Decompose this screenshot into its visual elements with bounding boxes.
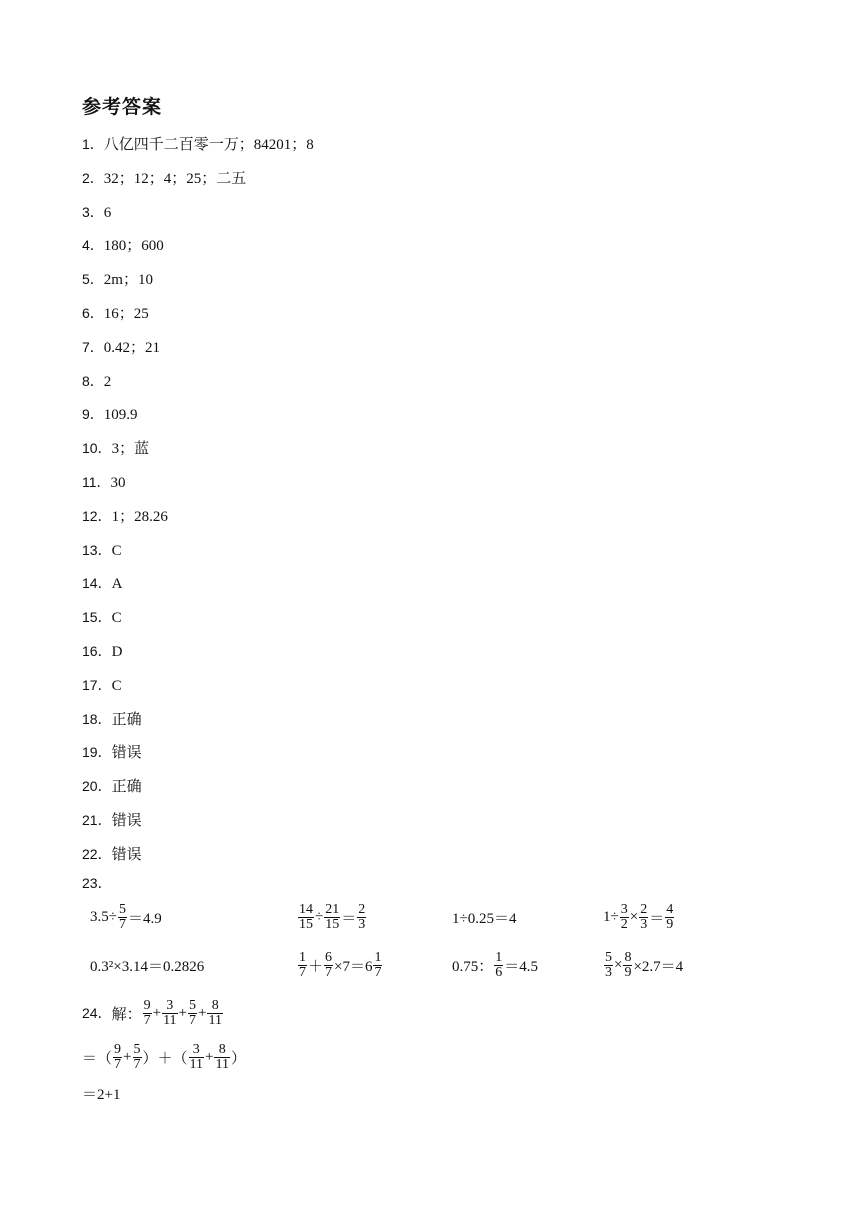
fraction: $\frac{4}{9}$ [666,901,674,932]
calc-fraction-product: $\frac{5}{3}$ × $\frac{8}{9}$ ×2.7＝4 [605,949,684,980]
answer-line [82,166,246,190]
answer-number: 15． [82,609,112,626]
answer-line [82,808,142,832]
fraction: $\frac{1}{6}$ [495,949,503,980]
fraction: $\frac{1}{7}$ [299,949,306,980]
answer-number: 5． [82,271,104,288]
fraction: $\frac{5}{7}$ [118,901,126,932]
answer-line [82,605,122,629]
calc-1-div-fraction: 1÷ $\frac{3}{2}$ × $\frac{2}{3}$ ＝ $\frac{4}{9}$ [603,901,674,932]
calc-fraction-div: $\frac{14}{15}$ ÷ $\frac{21}{15}$ ＝ $\frac{2}{3}$ [299,901,366,932]
answer-line [82,132,314,156]
answer-text: D [111,644,123,660]
answer-text: 八亿四千二百零一万；84201；8 [103,137,314,153]
answer-24-line-1: 24． 解： $\frac{9}{7}$ + $\frac{3}{11}$ + $\frac{5}{7}$ + $\frac{8}{11}$ [82,997,222,1028]
fraction: $\frac{2}{3}$ [640,901,648,932]
answer-line [82,200,111,224]
answer-number: 10． [82,440,112,457]
answer-line [82,301,149,325]
answer-number: 3． [82,203,104,220]
calc-ratio: 0.75： $\frac{1}{6}$ ＝4.5 [452,949,539,980]
answer-line [82,504,168,528]
fraction: $\frac{3}{11}$ [163,997,177,1028]
answer-line [82,369,111,393]
answer-text: 错误 [111,745,142,762]
answer-text: 2 [103,373,112,390]
fraction: $\frac{2}{3}$ [358,901,366,932]
answer-text: A [111,576,123,593]
answer-line [82,673,122,697]
fraction: $\frac{8}{11}$ [208,997,222,1028]
answer-number: 1． [82,136,104,152]
answer-text: 2m；10 [103,272,153,289]
answer-line [82,571,122,595]
calc-1-div-025: 1÷0.25＝4 [452,910,517,927]
fraction: $\frac{1}{7}$ [374,949,382,980]
answer-text: 180；600 [103,238,164,255]
answer-line [82,335,160,359]
answer-text: 0.42；21 [103,339,161,356]
answer-23-number: 23． [82,875,112,891]
answer-24-line-3: ＝2+1 [82,1087,121,1103]
answer-line [82,538,122,562]
answer-text: 3；蓝 [111,441,150,458]
answer-text: C [111,677,122,694]
answer-number: 18． [82,710,112,727]
answer-line [82,402,138,426]
answer-line [82,842,142,866]
answer-number: 21． [82,812,112,828]
answer-number: 6． [82,305,104,321]
answer-text: 错误 [111,846,142,863]
fraction: $\frac{5}{7}$ [133,1041,141,1072]
answer-number: 4． [82,237,104,254]
fraction: $\frac{5}{7}$ [189,997,197,1028]
answer-number: 16． [82,643,112,659]
answer-number: 2． [82,169,104,186]
answer-number: 19． [82,744,112,761]
answer-line [82,639,122,663]
answer-line [82,707,142,731]
answer-number: 12． [82,507,112,524]
answer-number: 22． [82,845,112,862]
answer-text: 109.9 [103,407,138,424]
fraction: $\frac{3}{2}$ [620,901,628,932]
answer-number: 17． [82,676,112,693]
answer-line [82,740,142,764]
answer-number: 20． [82,778,112,795]
answer-line [82,470,126,494]
answer-text: 正确 [111,779,142,796]
answer-number: 9． [82,406,104,423]
answer-text: 32；12；4；25；二五 [103,170,247,187]
answer-text: 1；28.26 [111,508,168,525]
fraction: $\frac{6}{7}$ [325,949,333,980]
answer-text: 6 [103,204,112,221]
calc-fraction-sum-times: $\frac{1}{7}$ ＋ $\frac{6}{7}$ ×7＝6 $\frac{1}{7}$ [299,949,382,980]
answer-line [82,267,153,291]
fraction: $\frac{9}{7}$ [143,997,151,1028]
answer-line [82,774,142,798]
answer-number: 8． [82,372,104,389]
fraction: $\frac{8}{11}$ [215,1041,229,1072]
answer-number: 14． [82,575,112,592]
page-title: 参考答案 [82,96,163,118]
answer-text: C [111,542,122,559]
answer-number: 7． [82,338,104,355]
answer-line [82,233,164,257]
fraction: $\frac{14}{15}$ [299,901,313,932]
answer-text: 错误 [111,813,142,829]
answer-text: C [111,610,122,627]
calc-square-times: 0.3²×3.14＝0.2826 [90,958,205,975]
answer-number: 13． [82,541,112,558]
answer-text: 16；25 [103,306,149,322]
calc-3-5-div: 3.5÷ $\frac{5}{7}$ ＝4.9 [90,901,162,932]
fraction: $\frac{8}{9}$ [624,949,632,980]
fraction: $\frac{9}{7}$ [114,1041,122,1072]
fraction: $\frac{3}{11}$ [189,1041,203,1072]
answer-number: 11． [82,474,111,490]
fraction: $\frac{21}{15}$ [325,901,340,932]
answer-text: 正确 [111,711,142,728]
answer-text: 30 [110,475,126,491]
answer-24-line-2: ＝ （ $\frac{9}{7}$ + $\frac{5}{7}$ ）＋（ $\frac{3}{11}$ + $\frac{8}{11}$ ） [82,1041,246,1072]
fraction: $\frac{5}{3}$ [605,949,612,980]
answer-line [82,436,149,460]
